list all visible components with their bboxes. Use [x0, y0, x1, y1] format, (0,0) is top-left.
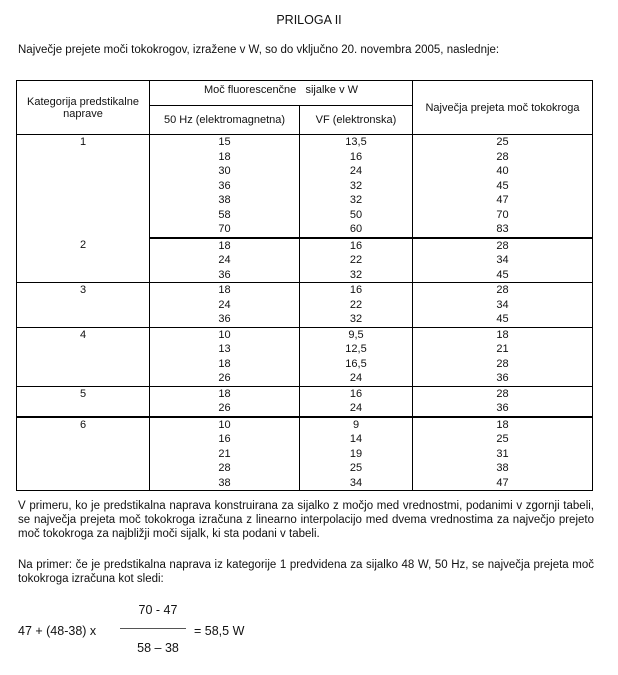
cell-50hz: 38 — [150, 476, 300, 491]
cell-50hz: 18 — [150, 150, 300, 165]
cell-50hz: 38 — [150, 193, 300, 208]
explanation-paragraph: V primeru, ko je predstikalna naprava konstruirana za sijalko z močjo med vrednostmi, podanimi v zgornji tabeli, se največja prejeta moč tokokroga izračuna z linearno interpolacijo med dvema vrednostima za največjo prejeto moč tokokroga za najbližji moči sijalk, ki sta podani v tabeli. — [18, 500, 594, 541]
power-table — [16, 80, 593, 491]
group-4 — [17, 327, 593, 386]
cell-vf: 13,5 — [300, 135, 413, 150]
cell-50hz: 10 — [150, 417, 300, 433]
category-cell: 2 — [17, 238, 150, 283]
cell-max: 45 — [413, 179, 593, 194]
cell-vf: 14 — [300, 432, 413, 447]
cell-vf: 16 — [300, 283, 413, 298]
intro-text: Največje prejete moči tokokrogov, izražene v W, so do vključno 20. novembra 2005, naslednje: — [18, 44, 500, 56]
cell-vf: 16,5 — [300, 357, 413, 372]
header-najvecja: Največja prejeta moč tokokroga — [413, 81, 593, 135]
formula — [0, 600, 618, 660]
cell-vf: 32 — [300, 179, 413, 194]
cell-max: 36 — [413, 401, 593, 417]
cell-vf: 9,5 — [300, 327, 413, 342]
cell-vf: 32 — [300, 268, 413, 283]
category-cell: 3 — [17, 283, 150, 328]
group-5 — [17, 386, 593, 417]
cell-vf: 24 — [300, 164, 413, 179]
category-cell: 6 — [17, 417, 150, 491]
cell-50hz: 18 — [150, 386, 300, 401]
cell-max: 40 — [413, 164, 593, 179]
cell-max: 25 — [413, 432, 593, 447]
group-6 — [17, 417, 593, 491]
cell-max: 18 — [413, 417, 593, 433]
cell-vf: 22 — [300, 298, 413, 313]
cell-50hz: 10 — [150, 327, 300, 342]
cell-vf: 22 — [300, 253, 413, 268]
cell-max: 47 — [413, 476, 593, 491]
cell-vf: 24 — [300, 401, 413, 417]
cell-50hz: 26 — [150, 371, 300, 386]
cell-max: 28 — [413, 283, 593, 298]
example-paragraph: Na primer: če je predstikalna naprava iz kategorije 1 predvidena za sijalko 48 W, 50 Hz, se največja prejeta moč tokokroga izračuna kot sledi: — [18, 559, 594, 586]
page-title: PRILOGA II — [276, 13, 342, 27]
cell-50hz: 26 — [150, 401, 300, 417]
cell-max: 83 — [413, 222, 593, 238]
header-vf: VF (elektronska) — [300, 106, 413, 135]
cell-50hz: 18 — [150, 283, 300, 298]
cell-vf: 16 — [300, 150, 413, 165]
cell-50hz: 70 — [150, 222, 300, 238]
cell-max: 45 — [413, 312, 593, 327]
cell-vf: 12,5 — [300, 342, 413, 357]
category-cell: 4 — [17, 327, 150, 386]
header-moc: Moč fluorescenčne sijalke v W — [150, 81, 413, 106]
cell-50hz: 30 — [150, 164, 300, 179]
cell-50hz: 13 — [150, 342, 300, 357]
cell-max: 21 — [413, 342, 593, 357]
cell-max: 47 — [413, 193, 593, 208]
cell-vf: 24 — [300, 371, 413, 386]
formula-left: 47 + (48-38) x — [18, 624, 97, 638]
cell-vf: 50 — [300, 208, 413, 223]
cell-50hz: 15 — [150, 135, 300, 150]
cell-vf: 9 — [300, 417, 413, 433]
cell-vf: 19 — [300, 447, 413, 462]
cell-max: 25 — [413, 135, 593, 150]
cell-50hz: 36 — [150, 312, 300, 327]
header-50hz: 50 Hz (elektromagnetna) — [150, 106, 300, 135]
cell-50hz: 24 — [150, 298, 300, 313]
formula-denominator: 58 – 38 — [137, 641, 179, 655]
cell-50hz: 58 — [150, 208, 300, 223]
cell-max: 18 — [413, 327, 593, 342]
cell-50hz: 36 — [150, 179, 300, 194]
cell-max: 34 — [413, 253, 593, 268]
group-1 — [17, 135, 593, 238]
category-cell: 1 — [17, 135, 150, 238]
fraction-line — [120, 628, 186, 629]
cell-max: 36 — [413, 371, 593, 386]
cell-50hz: 21 — [150, 447, 300, 462]
cell-max: 70 — [413, 208, 593, 223]
category-cell: 5 — [17, 386, 150, 417]
group-2 — [17, 238, 593, 283]
formula-numerator: 70 - 47 — [138, 603, 178, 617]
cell-max: 28 — [413, 238, 593, 254]
cell-50hz: 28 — [150, 461, 300, 476]
cell-50hz: 18 — [150, 357, 300, 372]
cell-max: 31 — [413, 447, 593, 462]
cell-vf: 32 — [300, 312, 413, 327]
cell-max: 34 — [413, 298, 593, 313]
cell-vf: 32 — [300, 193, 413, 208]
cell-vf: 34 — [300, 476, 413, 491]
group-3 — [17, 283, 593, 328]
cell-max: 28 — [413, 357, 593, 372]
cell-50hz: 36 — [150, 268, 300, 283]
cell-50hz: 24 — [150, 253, 300, 268]
cell-50hz: 16 — [150, 432, 300, 447]
cell-max: 28 — [413, 150, 593, 165]
cell-max: 45 — [413, 268, 593, 283]
cell-max: 28 — [413, 386, 593, 401]
cell-vf: 16 — [300, 386, 413, 401]
header-kategorija: Kategorija predstikalne naprave — [17, 81, 150, 135]
cell-max: 38 — [413, 461, 593, 476]
cell-vf: 16 — [300, 238, 413, 254]
cell-vf: 60 — [300, 222, 413, 238]
cell-50hz: 18 — [150, 238, 300, 254]
formula-result: = 58,5 W — [194, 624, 245, 638]
cell-vf: 25 — [300, 461, 413, 476]
